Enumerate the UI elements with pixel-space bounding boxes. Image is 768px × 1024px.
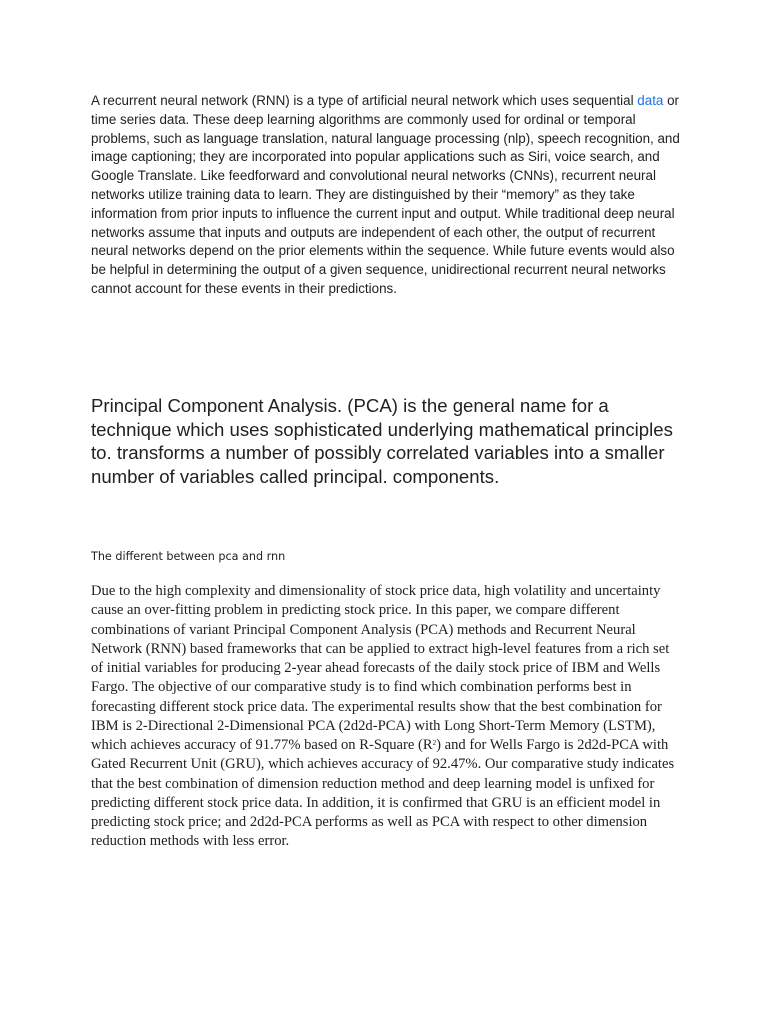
abstract-text-start: Due to the high complexity and dimensionality of stock price data, high volatility and uncertainty cause an over-fitting problem in predicting stock price. In this paper, we compare different combinations of variant Principal Component Analysis (PCA) methods and Recurrent Neural Network (RNN) based frameworks that can be applied to extract high-level features from a rich set of initial variables for producing 2-year ahead forecasts of the daily stock price of IBM and Wells Fargo. The objective of our comparative study is to find which combination performs best in forecasting different stock price data. The experimental results show that the best combination for IBM is 2-Directional 2-Dimensional PCA (2d2d-PCA) with Long Short-Term Memory (LSTM), which achieves accuracy of 91.77% based on R-Square (R xyxy=(91,583,670,753)
rnn-text-start: A recurrent neural network (RNN) is a type of artificial neural network which uses sequential xyxy=(91,93,638,108)
pca-paragraph: Principal Component Analysis. (PCA) is the general name for a technique which uses sophisticated underlying mathematical principles to. transforms a number of possibly correlated variables into a smaller number of variables called principal. components. xyxy=(91,395,673,487)
section-heading: The different between pca and rnn xyxy=(91,550,286,563)
rnn-paragraph xyxy=(91,92,691,299)
abstract-paragraph xyxy=(91,582,681,852)
r-square-superscript: 2 xyxy=(432,739,437,747)
abstract-text-end: ) and for Wells Fargo is 2d2d-PCA with Gated Recurrent Unit (GRU), which achieves accuracy of 92.47%. Our comparative study indicates that the best combination of dimension reduction method and deep learning model is unfixed for predicting different stock price data. In addition, it is confirmed that GRU is an efficient model in predicting stock price; and 2d2d-PCA performs as well as PCA with respect to other dimension reduction methods with less error. xyxy=(91,737,675,850)
rnn-text-end: or time series data. These deep learning algorithms are commonly used for ordinal or temporal problems, such as language translation, natural language processing (nlp), speech recognition, and image captioning; they are incorporated into popular applications such as Siri, voice search, and Google Translate. Like feedforward and convolutional neural networks (CNNs), recurrent neural networks utilize training data to learn. They are distinguished by their “memory” as they take information from prior inputs to influence the current input and output. While traditional deep neural networks assume that inputs and outputs are independent of each other, the output of recurrent neural networks depend on the prior elements within the sequence. While future events would also be helpful in determining the output of a given sequence, unidirectional recurrent neural networks cannot account for these events in their predictions. xyxy=(91,93,680,296)
data-link[interactable]: data xyxy=(637,93,664,108)
